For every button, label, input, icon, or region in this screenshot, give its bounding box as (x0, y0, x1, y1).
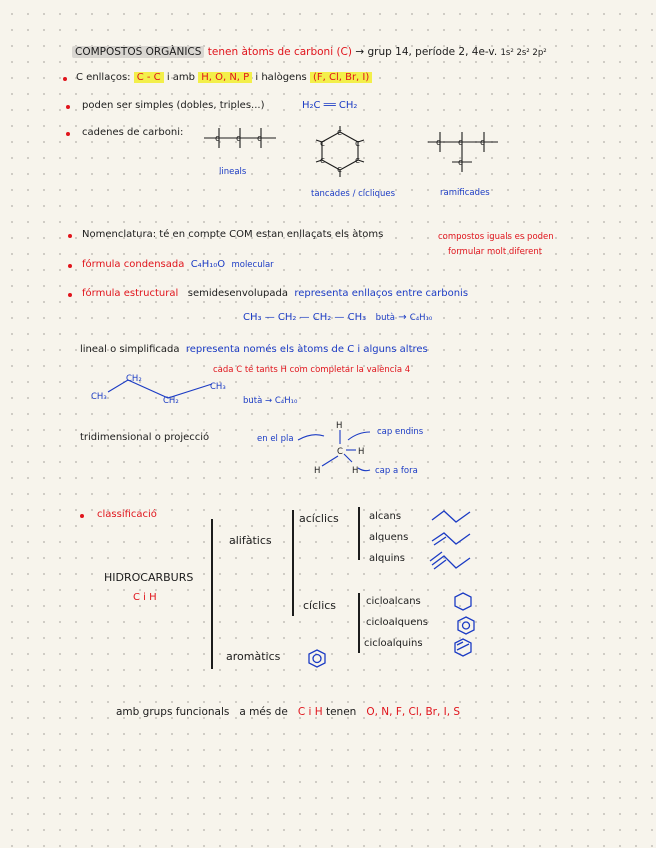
tridimensional-label: tridimensional o projecció (80, 432, 210, 443)
classification-label: classificació (97, 509, 157, 520)
svg-text:c: c (337, 165, 342, 175)
bond-prefix: C enllaços: (76, 72, 131, 83)
butane-formula: CH₃ — CH₂ — CH₂ — CH₃ (243, 312, 367, 323)
svg-text:c: c (257, 134, 262, 144)
footer-prefix: amb grups funcionals (116, 706, 230, 718)
bond-types-text: poden ser simples (dobles, triples...) (82, 100, 265, 111)
condensed-formula: C₄H₁₀O (190, 259, 226, 270)
forward-label: cap endins (377, 427, 424, 437)
butane-result: C₄H₁₀ (274, 396, 298, 406)
alkanes-label: alcans (369, 511, 402, 522)
alkenes-label: alquens (369, 532, 409, 543)
nomenclature-text: té en compte COM estan enllaçats els àtoms (159, 229, 384, 240)
footer-line (116, 706, 460, 718)
back-label: cap a fora (375, 466, 418, 476)
h-atom-top: H (336, 421, 343, 431)
nomenclature-label: Nomenclatura: (82, 229, 157, 240)
butane-name: butà (243, 396, 263, 406)
svg-text:c: c (458, 158, 463, 168)
structural-desc: representa enllaços entre carbonis (294, 288, 469, 299)
structural-label: fórmula estructural (82, 288, 179, 299)
nomenclature-note-1: compostos iguals es poden (438, 232, 554, 242)
svg-text:c: c (320, 139, 325, 149)
chain-atom: CH₃ (91, 392, 107, 402)
alkynes-label: alquins (369, 553, 405, 564)
cycloalkenes-label: cicloalquens (366, 617, 428, 628)
chains-text: cadenes de carboni: (82, 127, 184, 138)
chain-label-branched: ramificades (440, 188, 490, 198)
hydrocarbons-sub: C i H (133, 592, 157, 603)
svg-text:c: c (355, 139, 360, 149)
svg-text:c: c (215, 134, 220, 144)
svg-text:c: c (355, 156, 360, 166)
lineal-note: cada C té tants H com completar la valència 4 (213, 365, 411, 375)
bond-elements: H, O, N, P (198, 72, 252, 83)
title-arrow: → (355, 46, 365, 58)
bond-cc: C - C (134, 72, 164, 83)
butane-result: C₄H₁₀ (409, 313, 433, 323)
h-atom-right: H (358, 447, 365, 457)
structural-sub: semidesenvolupada (187, 288, 288, 299)
bond-halogens: (F, Cl, Br, I) (310, 72, 372, 83)
aromatic-label: aromàtics (226, 650, 281, 663)
footer-cih: C i H (297, 706, 323, 718)
condensed-label: fórmula condensada (82, 259, 185, 270)
title-group-info: grup 14, període 2, 4e-v. (367, 46, 498, 58)
title-definition: tenen àtoms de carboni (C) (207, 46, 352, 58)
footer-mid: a més de (239, 706, 288, 718)
arrow: → (398, 312, 407, 323)
chain-label-linear: lineals (219, 167, 247, 177)
cycloalkynes-label: cicloalquins (364, 638, 423, 649)
title-heading: COMPOSTOS ORGÀNICS (72, 46, 204, 58)
footer-elements: O, N, F, Cl, Br, I, S (366, 706, 461, 718)
svg-text:c: c (320, 156, 325, 166)
plane-label: en el pla (257, 434, 294, 444)
arrow: → (265, 396, 273, 406)
svg-text:c: c (458, 138, 463, 148)
lineal-desc: representa només els àtoms de C i alguns altres (185, 344, 428, 355)
condensed-note: molecular (231, 260, 274, 270)
svg-text:c: c (436, 138, 441, 148)
svg-text:c: c (480, 138, 485, 148)
nomenclature-note-2: formular molt diferent (448, 247, 543, 257)
cycloalkanes-label: cicloalcans (366, 596, 421, 607)
aliphatic-label: alifàtics (229, 534, 272, 547)
lineal-label: lineal o simplificada (80, 344, 180, 355)
acyclic-label: acíclics (299, 512, 339, 525)
footer-tenen: tenen (325, 706, 357, 718)
h-atom-bottom: H (352, 466, 359, 476)
h-atom-left: H (314, 466, 321, 476)
chain-label-cyclic: tancades / cícliques (311, 189, 396, 199)
title-config: 1s² 2s² 2p² (500, 48, 547, 58)
chain-atom: CH₂ (163, 396, 179, 406)
bond-connector: i halògens (255, 72, 307, 83)
chain-atom: CH₃ (210, 382, 226, 392)
bond-mid: i amb (166, 72, 196, 83)
ethene-formula: H₂C ══ CH₂ (302, 100, 358, 111)
cyclic-label: cíclics (303, 599, 337, 612)
svg-text:c: c (337, 128, 342, 138)
chain-atom: CH₂ (126, 374, 142, 384)
c-atom-center: C (337, 447, 343, 457)
butane-name: butà (375, 313, 395, 323)
svg-text:c: c (236, 134, 241, 144)
hydrocarbons-root: HIDROCARBURS (104, 571, 194, 584)
